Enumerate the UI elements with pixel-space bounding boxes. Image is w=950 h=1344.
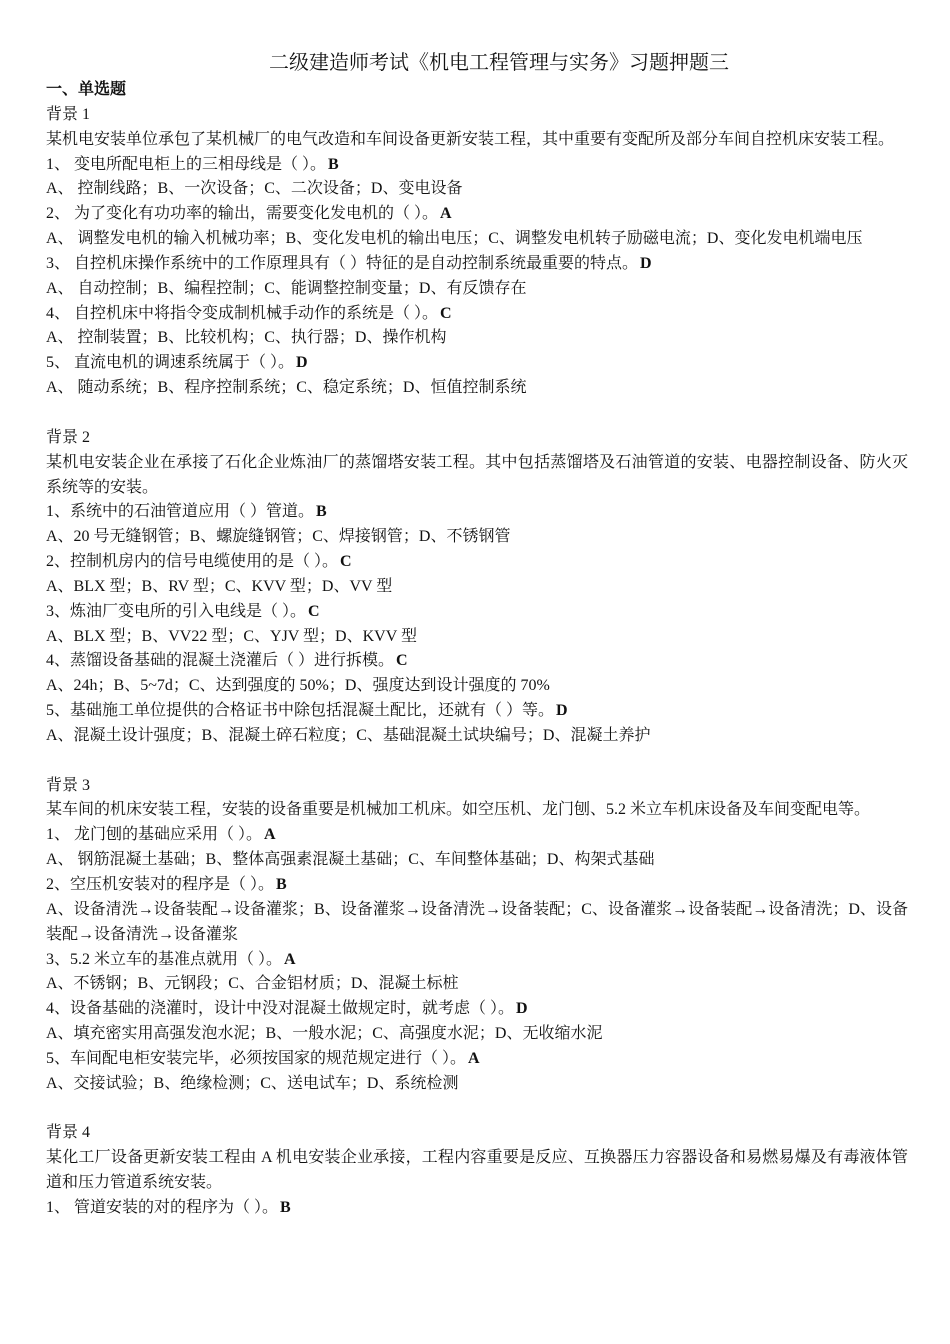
question-options: A、设备清洗→设备装配→设备灌浆；B、设备灌浆→设备清洗→设备装配；C、设备灌浆→设备装配→设备清洗；D、设备装配→设备清洗→设备灌浆 — [46, 900, 908, 943]
question-stem — [46, 302, 908, 327]
blank-line — [46, 1097, 908, 1122]
document-body — [46, 48, 908, 1221]
question-options: A、 控制线路；B、一次设备；C、二次设备；D、变电设备 — [46, 180, 463, 198]
blank-line — [46, 401, 908, 426]
answer-key: B — [276, 876, 287, 893]
question-text: 2、控制机房内的信号电缆使用的是（ ）。 — [46, 553, 339, 571]
question-stem — [46, 550, 908, 575]
background-intro: 某车间的机床安装工程，安装的设备重要是机械加工机床。如空压机、龙门刨、5.2 米立车机床设备及车间变配电等。 — [46, 801, 871, 819]
question-text: 4、 自控机床中将指令变成制机械手动作的系统是（ ）。 — [46, 304, 439, 322]
answer-key: C — [308, 602, 320, 620]
question-stem — [46, 252, 908, 277]
answer-key: D — [556, 702, 568, 720]
answer-key: D — [296, 354, 308, 372]
question-blocks — [46, 103, 908, 1221]
background-heading: 背景 2 — [46, 428, 91, 446]
question-stem — [46, 153, 908, 178]
answer-key: A — [468, 1049, 480, 1067]
question-text: 5、基础施工单位提供的合格证书中除包括混凝土配比，还就有（ ）等。 — [46, 702, 555, 720]
background-heading: 背景 4 — [46, 1124, 91, 1142]
answer-key: D — [516, 1000, 528, 1018]
question-options: A、混凝土设计强度；B、混凝土碎石粒度；C、基础混凝土试块编号；D、混凝土养护 — [46, 726, 651, 744]
question-options: A、 随动系统；B、程序控制系统；C、稳定系统；D、恒值控制系统 — [46, 379, 527, 397]
question-options: A、BLX 型；B、VV22 型；C、YJV 型；D、KVV 型 — [46, 627, 417, 645]
question-stem — [46, 600, 908, 625]
question-text: 1、系统中的石油管道应用（ ）管道。 — [46, 503, 315, 521]
background-intro: 某机电安装单位承包了某机械厂的电气改造和车间设备更新安装工程，其中重要有变配所及部分车间自控机床安装工程。 — [46, 130, 895, 148]
background-intro: 某机电安装企业在承接了石化企业炼油厂的蒸馏塔安装工程。其中包括蒸馏塔及石油管道的安装、电器控制设备、防火灭系统等的安装。 — [46, 453, 908, 496]
background-heading: 背景 1 — [46, 105, 91, 123]
question-text: 2、空压机安装对的程序是（ ）。 — [46, 876, 275, 893]
background-heading: 背景 3 — [46, 776, 91, 794]
question-options: A、 钢筋混凝土基础；B、整体高强素混凝土基础；C、车间整体基础；D、构架式基础 — [46, 851, 655, 869]
question-text: 5、 直流电机的调速系统属于（ ）。 — [46, 354, 295, 372]
question-text: 4、设备基础的浇灌时，设计中没对混凝土做规定时，就考虑（ ）。 — [46, 1000, 515, 1018]
background-intro: 某化工厂设备更新安装工程由 A 机电安装企业承接，工程内容重要是反应、互换器压力容器设备和易燃易爆及有毒液体管道和压力管道系统安装。 — [46, 1149, 908, 1192]
question-options: A、 控制装置；B、比较机构；C、执行器；D、操作机构 — [46, 329, 447, 347]
question-text: 3、5.2 米立车的基准点就用（ ）。 — [46, 950, 283, 968]
answer-key: C — [440, 304, 452, 322]
answer-key: A — [284, 950, 296, 968]
question-text: 1、 龙门刨的基础应采用（ ）。 — [46, 826, 263, 844]
question-stem — [46, 1047, 908, 1072]
question-text: 2、 为了变化有功功率的输出，需要变化发电机的（ ）。 — [46, 205, 439, 223]
question-stem — [46, 500, 908, 525]
blank-line — [46, 749, 908, 774]
question-stem — [46, 948, 908, 973]
question-options: A、 调整发电机的输入机械功率；B、变化发电机的输出电压；C、调整发电机转子励磁电流；D、变化发电机端电压 — [46, 230, 863, 248]
question-text: 3、 自控机床操作系统中的工作原理具有（ ）特征的是自动控制系统最重要的特点。 — [46, 254, 639, 272]
question-stem — [46, 699, 908, 724]
answer-key: B — [328, 155, 339, 173]
question-text: 1、 变电所配电柜上的三相母线是（ ）。 — [46, 155, 327, 173]
question-text: 3、炼油厂变电所的引入电线是（ ）。 — [46, 602, 307, 620]
question-options: A、填充密实用高强发泡水泥；B、一般水泥；C、高强度水泥；D、无收缩水泥 — [46, 1025, 603, 1043]
question-stem — [46, 997, 908, 1022]
question-stem — [46, 351, 908, 376]
answer-key: A — [264, 826, 276, 844]
question-options: A、BLX 型；B、RV 型；C、KVV 型；D、VV 型 — [46, 577, 393, 595]
question-text: 4、蒸馏设备基础的混凝土浇灌后（ ）进行拆模。 — [46, 652, 395, 670]
answer-key: A — [440, 205, 452, 223]
question-text: 5、车间配电柜安装完毕，必须按国家的规范规定进行（ ）。 — [46, 1049, 467, 1067]
question-stem — [46, 823, 908, 848]
question-options: A、交接试验；B、绝缘检测；C、送电试车；D、系统检测 — [46, 1074, 459, 1092]
question-options: A、 自动控制；B、编程控制；C、能调整控制变量；D、有反馈存在 — [46, 279, 527, 297]
question-stem — [46, 649, 908, 674]
question-options: A、不锈钢；B、元钢段；C、合金铝材质；D、混凝土标桩 — [46, 975, 459, 993]
answer-key: C — [340, 553, 352, 571]
question-stem — [46, 873, 908, 898]
question-stem — [46, 202, 908, 227]
question-stem — [46, 1196, 908, 1221]
section-heading: 一、单选题 — [46, 81, 127, 98]
answer-key: B — [280, 1198, 291, 1216]
question-text: 1、 管道安装的对的程序为（ ）。 — [46, 1198, 279, 1216]
answer-key: C — [396, 652, 408, 670]
document-title: 二级建造师考试《机电工程管理与实务》习题押题三 — [269, 52, 729, 74]
answer-key: B — [316, 503, 327, 521]
answer-key: D — [640, 254, 652, 272]
question-options: A、24h；B、5~7d；C、达到强度的 50%；D、强度达到设计强度的 70% — [46, 677, 550, 695]
question-options: A、20 号无缝钢管；B、螺旋缝钢管；C、焊接钢管；D、不锈钢管 — [46, 528, 511, 546]
